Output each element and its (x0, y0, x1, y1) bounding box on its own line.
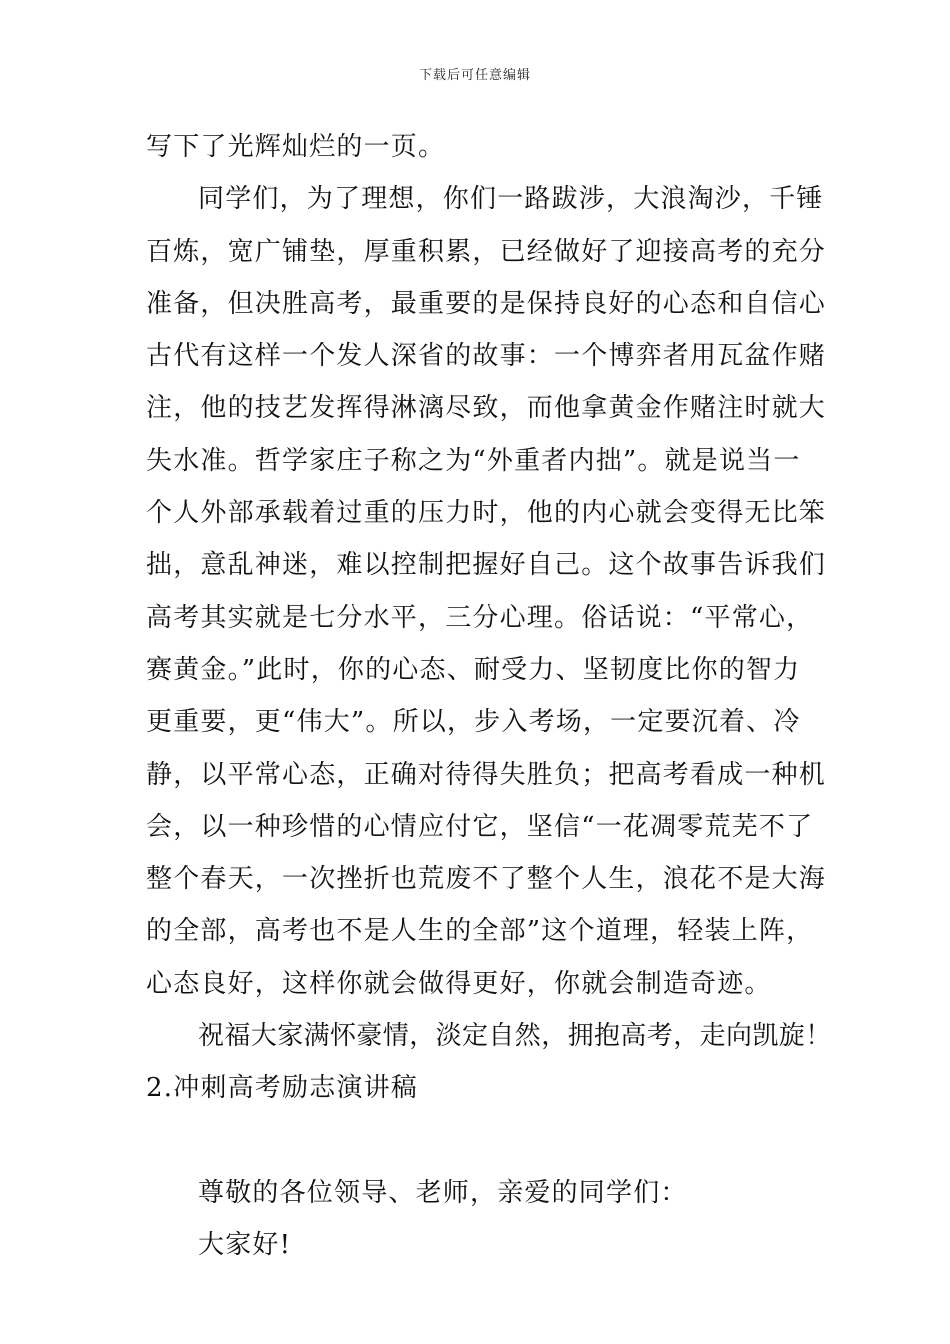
text-line: 会，以一种珍惜的心情应付它，坚信“一花凋零荒芜不了 (146, 811, 814, 842)
text-line: 高考其实就是七分水平，三分心理。俗话说：“平常心， (146, 602, 814, 633)
text-line: 心态良好，这样你就会做得更好，你就会制造奇迹。 (146, 968, 772, 999)
text-line: 古代有这样一个发人深省的故事：一个博弈者用瓦盆作赌 (146, 341, 827, 372)
text-line: 注，他的技艺发挥得淋漓尽致，而他拿黄金作赌注时就大 (146, 393, 827, 424)
text-line: 整个春天，一次挫折也荒废不了整个人生，浪花不是大海 (146, 864, 827, 895)
text-line: 更重要，更“伟大”。所以，步入考场，一定要沉着、冷 (146, 707, 801, 738)
text-line: 百炼，宽广铺垫，厚重积累，已经做好了迎接高考的充分 (146, 236, 827, 267)
text-line: 个人外部承载着过重的压力时，他的内心就会变得无比笨 (146, 498, 827, 529)
text-line: 准备，但决胜高考，最重要的是保持良好的心态和自信心 (146, 288, 827, 319)
text-line: 静，以平常心态，正确对待得失胜负；把高考看成一种机 (146, 759, 827, 790)
text-line: 失水准。哲学家庄子称之为“外重者内拙”。就是说当一 (146, 445, 801, 476)
blank-line (146, 1115, 806, 1167)
page-header: 下载后可任意编辑 (418, 68, 531, 83)
text-line: 同学们，为了理想，你们一路跋涉，大浪淘沙，千锤 (198, 184, 824, 215)
section-heading: 2.冲刺高考励志演讲稿 (146, 1073, 419, 1104)
text-line: 祝福大家满怀豪情，淡定自然，拥抱高考，走向凯旋！ (198, 1021, 832, 1052)
text-line: 赛黄金。”此时，你的心态、耐受力、坚韧度比你的智力 (146, 654, 801, 685)
text-line: 拙，意乱神迷，难以控制把握好自己。这个故事告诉我们 (146, 550, 827, 581)
text-line: 的全部，高考也不是人生的全部”这个道理，轻装上阵， (146, 916, 814, 947)
text-line: 写下了光辉灿烂的一页。 (146, 132, 446, 162)
salutation: 尊敬的各位领导、老师，亲爱的同学们： (198, 1177, 688, 1208)
document-body (146, 121, 832, 1272)
greeting: 大家好! (198, 1230, 292, 1261)
